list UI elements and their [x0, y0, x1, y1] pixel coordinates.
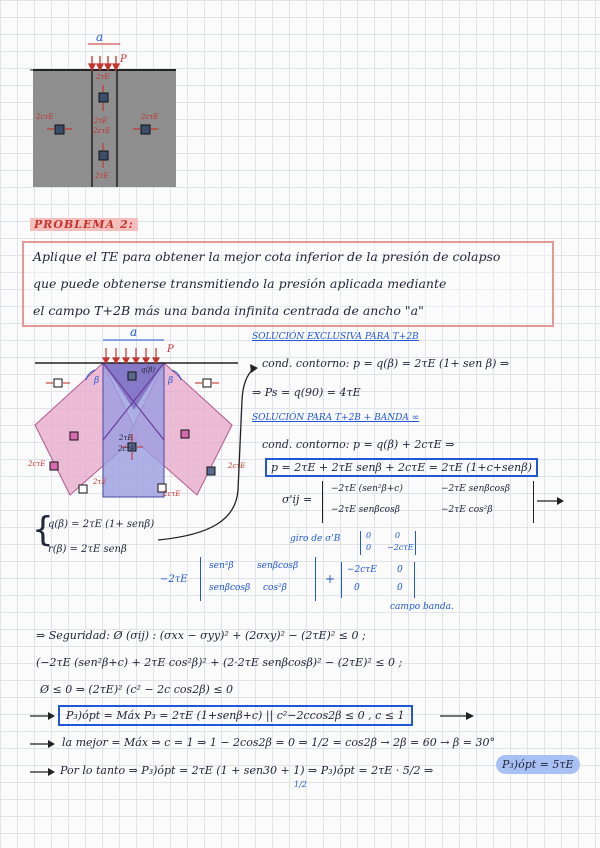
fig1-label: 2cτE: [93, 127, 111, 135]
matrix-arrow: [535, 494, 565, 508]
popt-box: P₃)ópt = Máx P₃ = 2τE (1+senβ+c) || c²−2ccos2β ≤ 0 , c ≤ 1: [58, 705, 413, 726]
matrix-cell: −2cτE: [387, 543, 414, 552]
fig1-label: 2cτE: [141, 113, 159, 121]
system-brace: {: [32, 510, 54, 550]
fig2-label: 2cτE: [118, 445, 136, 453]
final-result: P₃)ópt = 5τE: [496, 755, 580, 774]
fig1-label: 2cτE: [36, 113, 54, 121]
best-bound: la mejor = Máx ⇒ c = 1 ⇒ 1 − 2cos2β = 0 ⇒ 1/2 = cos2β → 2β = 60 → β = 30°: [62, 736, 495, 749]
arrow-popt-right: [438, 708, 478, 724]
arrow-popt: [28, 708, 58, 724]
problem-line-2: que puede obtenerse transmitiendo la presión aplicada mediante: [33, 276, 447, 291]
eq-q-beta: q(β) = 2τE (1+ senβ): [48, 519, 155, 530]
trig-matrix: [200, 557, 316, 601]
fig1-load-p: P: [120, 54, 127, 65]
fig2-label-qb: q(β): [141, 366, 155, 374]
matrix-cell: 0: [366, 543, 372, 552]
load-arrows-1: [89, 56, 119, 70]
matrix-cell: 0: [366, 531, 372, 540]
matrix-cell: 0: [354, 583, 360, 593]
matrix-cell: −2τE (sen²β+c): [331, 484, 403, 494]
matrix-cell: −2τE cos²β: [441, 505, 493, 515]
ps-value: ⇒ Ps = q(90) = 4τE: [252, 386, 361, 399]
matrix-cell: senβcosβ: [257, 561, 299, 571]
half-note: 1/2: [294, 780, 307, 789]
matrix-cell: 0: [397, 583, 403, 593]
matrix-cell: 0: [397, 565, 403, 575]
fig2-dim-a: a: [130, 325, 138, 339]
figure-1: [0, 0, 600, 200]
matrix-cell: −2τE senβcosβ: [331, 505, 400, 515]
security-condition: ⇒ Seguridad: Ø (σij) : (σxx − σyy)² + (2σxy)² − (2τE)² ≤ 0 ;: [36, 629, 366, 642]
arrow-best: [28, 736, 58, 752]
coefficient: −2τE: [160, 574, 188, 585]
stress-matrix: [322, 481, 534, 523]
matrix-cell: 0: [395, 531, 401, 540]
fig1-label: 2τE: [96, 73, 110, 81]
fig2-label: 2τE: [93, 478, 107, 486]
rotation-label: giro de σ'B: [290, 534, 341, 544]
matrix-cell: −2cτE: [347, 565, 377, 575]
p-formula-box: p = 2τE + 2τE senβ + 2cτE = 2τE (1+c+senβ): [265, 458, 538, 477]
heading-solution-1: SOLUCIÓN EXCLUSIVA PARA T+2B: [252, 332, 419, 342]
arrow-therefore: [28, 764, 58, 780]
fig2-label: 2cτE: [228, 462, 246, 470]
therefore-line: Por lo tanto ⇒ P₃)ópt = 2τE (1 + sen30 + 1) ⇒ P₃)ópt = 2τE · 5/2 ⇒: [60, 764, 434, 777]
matrix-cell: senβcosβ: [209, 583, 251, 593]
fig2-load-p: P: [167, 344, 174, 355]
problem-statement-box: [22, 241, 554, 327]
boundary-condition-2: cond. contorno: p = q(β) + 2cτE ⇒: [262, 438, 455, 451]
fig2-label: 2cτE: [163, 490, 181, 498]
plus-sign: +: [325, 572, 336, 586]
sigma-label: σ'ij =: [282, 493, 313, 506]
band-matrix: [341, 562, 415, 598]
connector-arrow: [150, 340, 260, 550]
problem-line-3: el campo T+2B más una banda infinita centrada de ancho "a": [33, 303, 424, 318]
phi-condition: Ø ≤ 0 ⇒ (2τE)² (c² − 2c cos2β) ≤ 0: [40, 683, 234, 696]
matrix-cell: −2τE senβcosβ: [441, 484, 510, 494]
fig1-label: 2τE: [95, 172, 109, 180]
fig2-label: 2τE: [119, 434, 133, 442]
fig1-dim-a: a: [96, 30, 104, 44]
fig2-label: 2cτE: [28, 460, 46, 468]
problem-title: PROBLEMA 2:: [30, 218, 138, 231]
fig1-label: 2τE: [94, 117, 108, 125]
rotation-matrix: [360, 531, 416, 555]
matrix-cell: sen²β: [209, 561, 234, 571]
eq-r-beta: r(β) = 2τE senβ: [48, 544, 127, 555]
problem-line-1: Aplique el TE para obtener la mejor cota inferior de la presión de colapso: [33, 249, 501, 264]
expanded-condition: (−2τE (sen²β+c) + 2τE cos²β)² + (2·2τE senβcosβ)² − (2τE)² ≤ 0 ;: [36, 656, 403, 669]
fig2-angle-beta: β: [94, 376, 100, 386]
fig2-angle-beta: β: [168, 376, 174, 386]
boundary-condition-1: cond. contorno: p = q(β) = 2τE (1+ sen β) ⇒: [262, 357, 510, 370]
heading-solution-2: SOLUCIÓN PARA T+2B + BANDA ∞: [252, 413, 420, 423]
matrix-cell: cos²β: [263, 583, 287, 593]
band-field-label: campo banda.: [390, 602, 454, 612]
